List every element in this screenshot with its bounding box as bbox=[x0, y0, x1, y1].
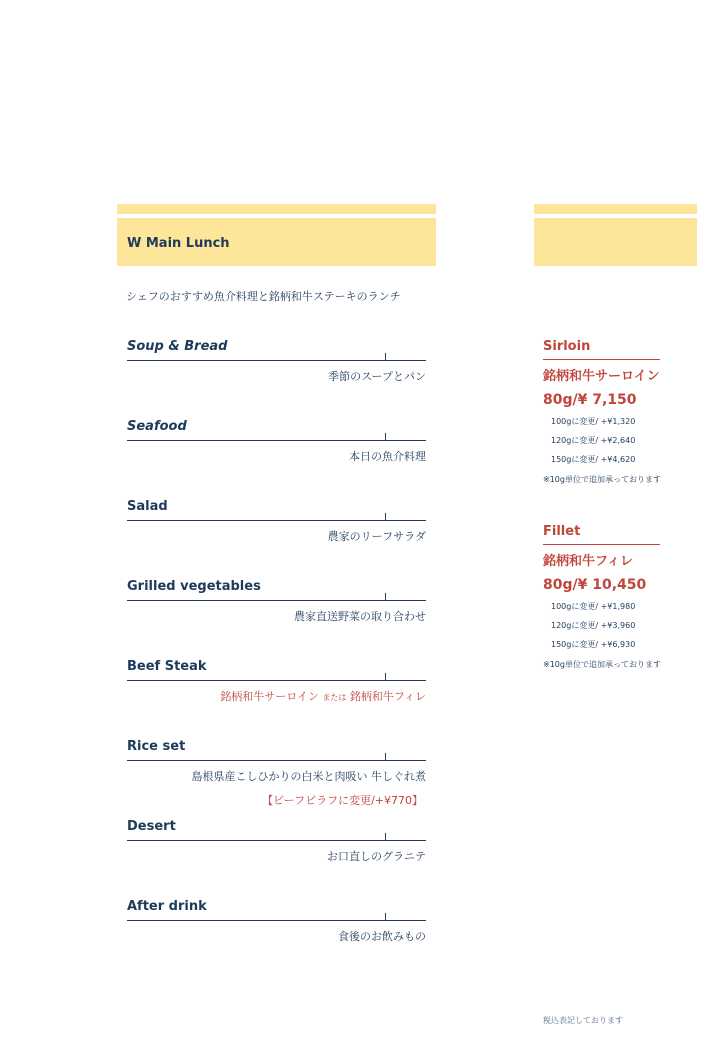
steak-size-option: 120gに変更/ +¥2,640 bbox=[551, 436, 636, 445]
steak-size-option: 100gに変更/ +¥1,980 bbox=[551, 602, 636, 611]
steak-name: Sirloin bbox=[543, 339, 591, 354]
steak-price: 80g/¥ 7,150 bbox=[543, 392, 637, 408]
course-title: Beef Steak bbox=[127, 659, 207, 674]
course-divider bbox=[127, 680, 426, 681]
course-divider bbox=[127, 840, 426, 841]
course-beef-steak bbox=[127, 658, 426, 704]
course-description: 農家のリーフサラダ bbox=[327, 530, 426, 543]
course-seafood bbox=[127, 418, 426, 464]
course-title: Salad bbox=[127, 499, 168, 514]
course-rice-set bbox=[127, 738, 426, 808]
course-soup-bread bbox=[127, 338, 426, 384]
course-grilled-vegetables bbox=[127, 578, 426, 624]
course-description: 島根県産こしひかりの白米と肉吸い 牛しぐれ煮 bbox=[191, 770, 426, 783]
steak-card-sirloin bbox=[543, 338, 693, 485]
steak-size-option: 150gに変更/ +¥4,620 bbox=[551, 455, 636, 464]
course-divider bbox=[127, 760, 426, 761]
steak-jp-name: 銘柄和牛サーロイン bbox=[543, 369, 660, 384]
steak-size-option: 150gに変更/ +¥6,930 bbox=[551, 640, 636, 649]
menu-subtitle: シェフのおすすめ魚介料理と銘柄和牛ステーキのランチ bbox=[126, 290, 401, 303]
course-description: 季節のスープとパン bbox=[328, 370, 426, 383]
course-divider bbox=[127, 440, 426, 441]
course-title: Seafood bbox=[127, 419, 187, 434]
steak-divider bbox=[543, 544, 660, 545]
header-band-top-right bbox=[534, 204, 697, 214]
course-divider bbox=[127, 360, 426, 361]
tax-note: 税込表記しております bbox=[543, 1016, 623, 1025]
steak-note: ※10g単位で追加承っております bbox=[543, 475, 661, 484]
steak-size-option: 100gに変更/ +¥1,320 bbox=[551, 417, 636, 426]
course-title: After drink bbox=[127, 899, 207, 914]
course-upgrade-note: 【ビーフピラフに変更/+¥770】 bbox=[262, 794, 423, 807]
course-divider bbox=[127, 920, 426, 921]
menu-title: W Main Lunch bbox=[127, 236, 230, 251]
steak-jp-name: 銘柄和牛フィレ bbox=[543, 554, 633, 569]
course-description: お口直しのグラニテ bbox=[327, 850, 426, 863]
course-title: Soup & Bread bbox=[127, 339, 228, 354]
steak-price: 80g/¥ 10,450 bbox=[543, 577, 647, 593]
course-title: Rice set bbox=[127, 739, 186, 754]
steak-option-or: または bbox=[322, 693, 347, 702]
course-divider bbox=[127, 600, 426, 601]
steak-name: Fillet bbox=[543, 524, 581, 539]
course-desert bbox=[127, 818, 426, 864]
course-title: Desert bbox=[127, 819, 176, 834]
course-description: 農家直送野菜の取り合わせ bbox=[294, 610, 426, 623]
steak-note: ※10g単位で追加承っております bbox=[543, 660, 661, 669]
course-after-drink bbox=[127, 898, 426, 944]
course-description bbox=[127, 688, 426, 704]
steak-size-option: 120gに変更/ +¥3,960 bbox=[551, 621, 636, 630]
course-description: 食後のお飲みもの bbox=[338, 930, 426, 943]
steak-card-fillet bbox=[543, 523, 693, 670]
header-band-top-left bbox=[117, 204, 436, 214]
steak-divider bbox=[543, 359, 660, 360]
header-band-right bbox=[534, 218, 697, 266]
course-divider bbox=[127, 520, 426, 521]
course-title: Grilled vegetables bbox=[127, 579, 261, 594]
course-description: 本日の魚介料理 bbox=[349, 450, 426, 463]
steak-option-fillet: 銘柄和牛フィレ bbox=[349, 690, 426, 703]
steak-option-sirloin: 銘柄和牛サーロイン bbox=[220, 690, 319, 703]
course-salad bbox=[127, 498, 426, 544]
